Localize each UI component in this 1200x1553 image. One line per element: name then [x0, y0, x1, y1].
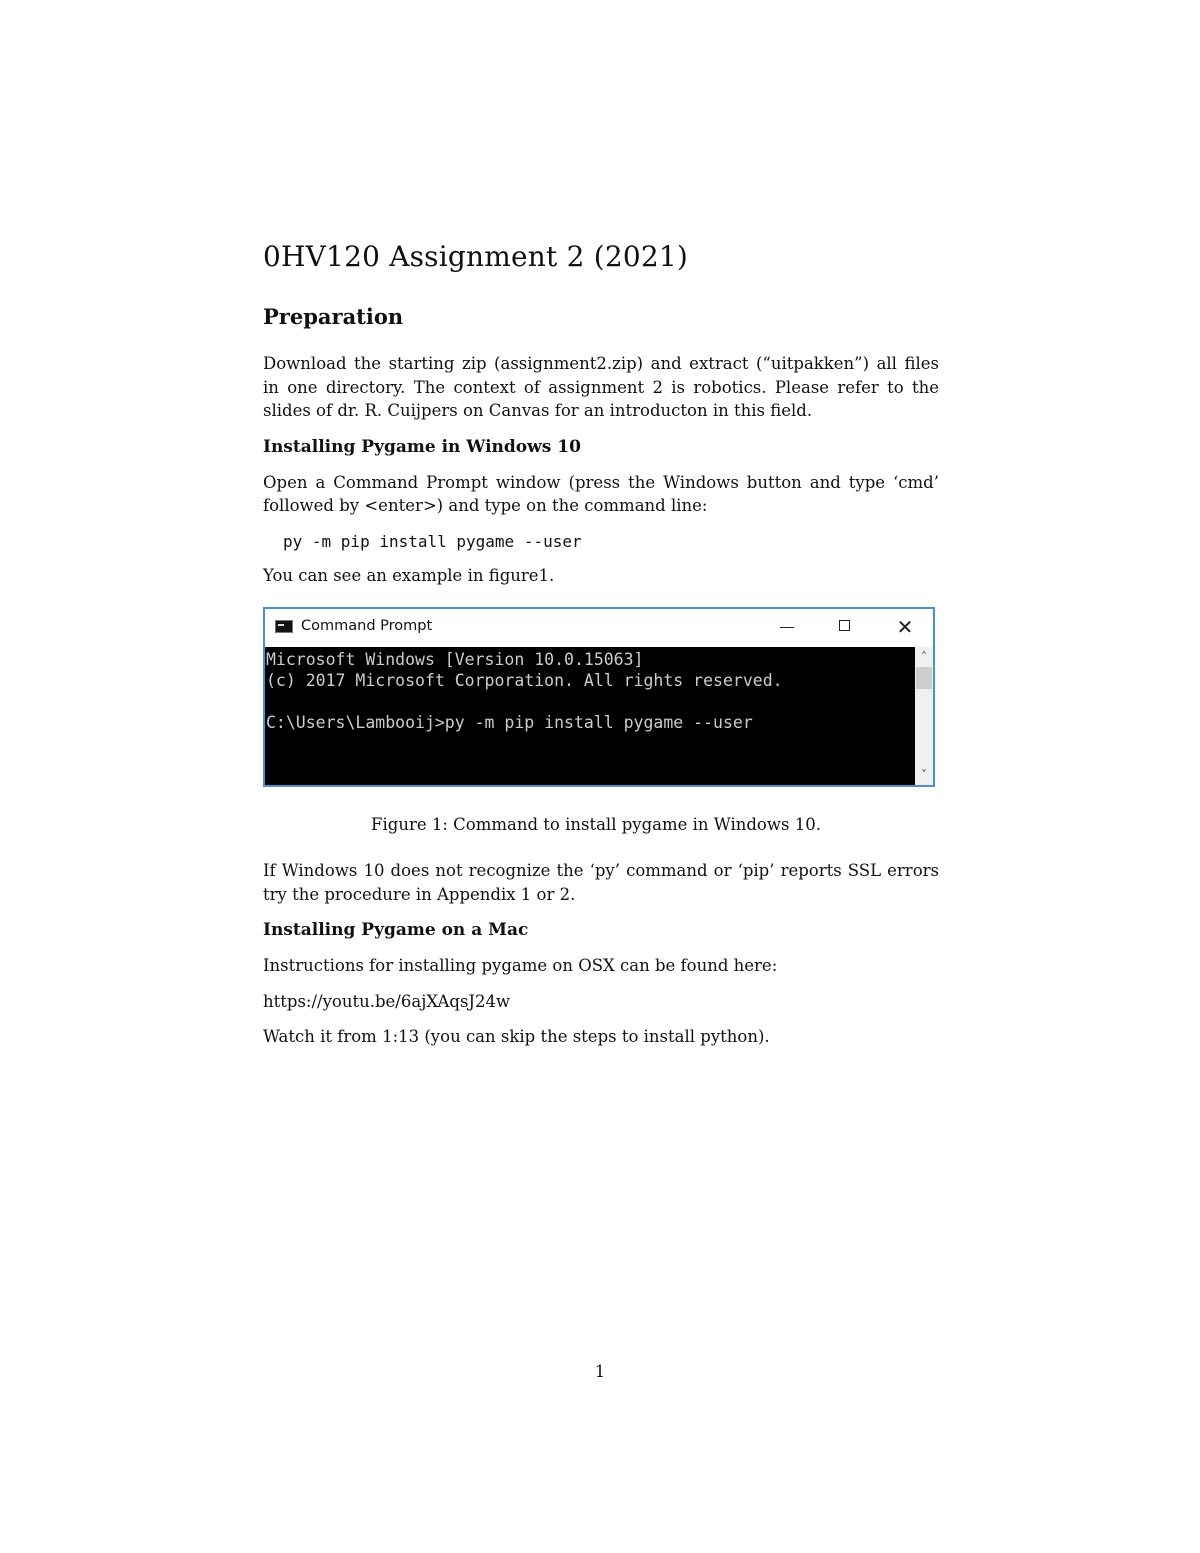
paragraph-errors: If Windows 10 does not recognize the ‘py’ command or ‘pip’ reports SSL errors try the procedure in Appendix 1 or 2.: [263, 861, 939, 904]
cmd-line: Microsoft Windows [Version 10.0.15063]: [266, 650, 644, 669]
page-number: 1: [594, 1362, 606, 1381]
subsection-heading-windows: Installing Pygame in Windows 10: [263, 436, 581, 457]
cmd-line: (c) 2017 Microsoft Corporation. All rights reserved.: [266, 671, 783, 690]
scroll-thumb: [916, 667, 932, 689]
section-heading-preparation: Preparation: [263, 304, 404, 329]
subsection-heading-mac: Installing Pygame on a Mac: [263, 920, 529, 940]
maximize-icon: [839, 620, 850, 631]
paragraph-download: Download the starting zip (assignment2.zip) and extract (“uitpakken”) all files in one directory. The context of assignment 2 is robotics. Please refer to the slides of dr. R. Cuijpers on Canvas for an introducton in this field.: [263, 354, 939, 420]
youtube-link: https://youtu.be/6ajXAqsJ24w: [263, 991, 511, 1011]
paragraph-watch: Watch it from 1:13 (you can skip the steps to install python).: [263, 1027, 770, 1046]
document-body: [263, 232, 939, 1049]
command-prompt-screenshot: [263, 607, 935, 787]
scroll-up-icon: ˄: [921, 650, 927, 664]
paragraph-example: You can see an example in figure1.: [263, 565, 555, 585]
figure-caption: Figure 1: Command to install pygame in Windows 10.: [371, 815, 821, 834]
paragraph-mac-instructions: Instructions for installing pygame on OSX can be found here:: [263, 956, 778, 975]
cmd-titlebar: [265, 609, 933, 647]
cmd-scrollbar: [915, 647, 933, 785]
code-install-command: py -m pip install pygame --user: [283, 531, 582, 551]
cmd-window-title: Command Prompt: [301, 618, 433, 634]
close-icon: ✕: [896, 615, 914, 639]
minimize-icon: [780, 627, 794, 628]
scroll-down-icon: ˅: [921, 768, 927, 782]
cmd-line: C:\Users\Lambooij>py -m pip install pygame --user: [266, 713, 753, 732]
console-icon: [275, 620, 293, 633]
document-title: 0HV120 Assignment 2 (2021): [263, 240, 688, 273]
cmd-console-output: [265, 647, 915, 785]
paragraph-open-prompt: Open a Command Prompt window (press the Windows button and type ‘cmd’ followed by <enter>) and type on the command line:: [263, 472, 939, 515]
maximize-button: [827, 613, 863, 641]
minimize-button: [769, 613, 805, 641]
cmd-line: [266, 691, 915, 712]
